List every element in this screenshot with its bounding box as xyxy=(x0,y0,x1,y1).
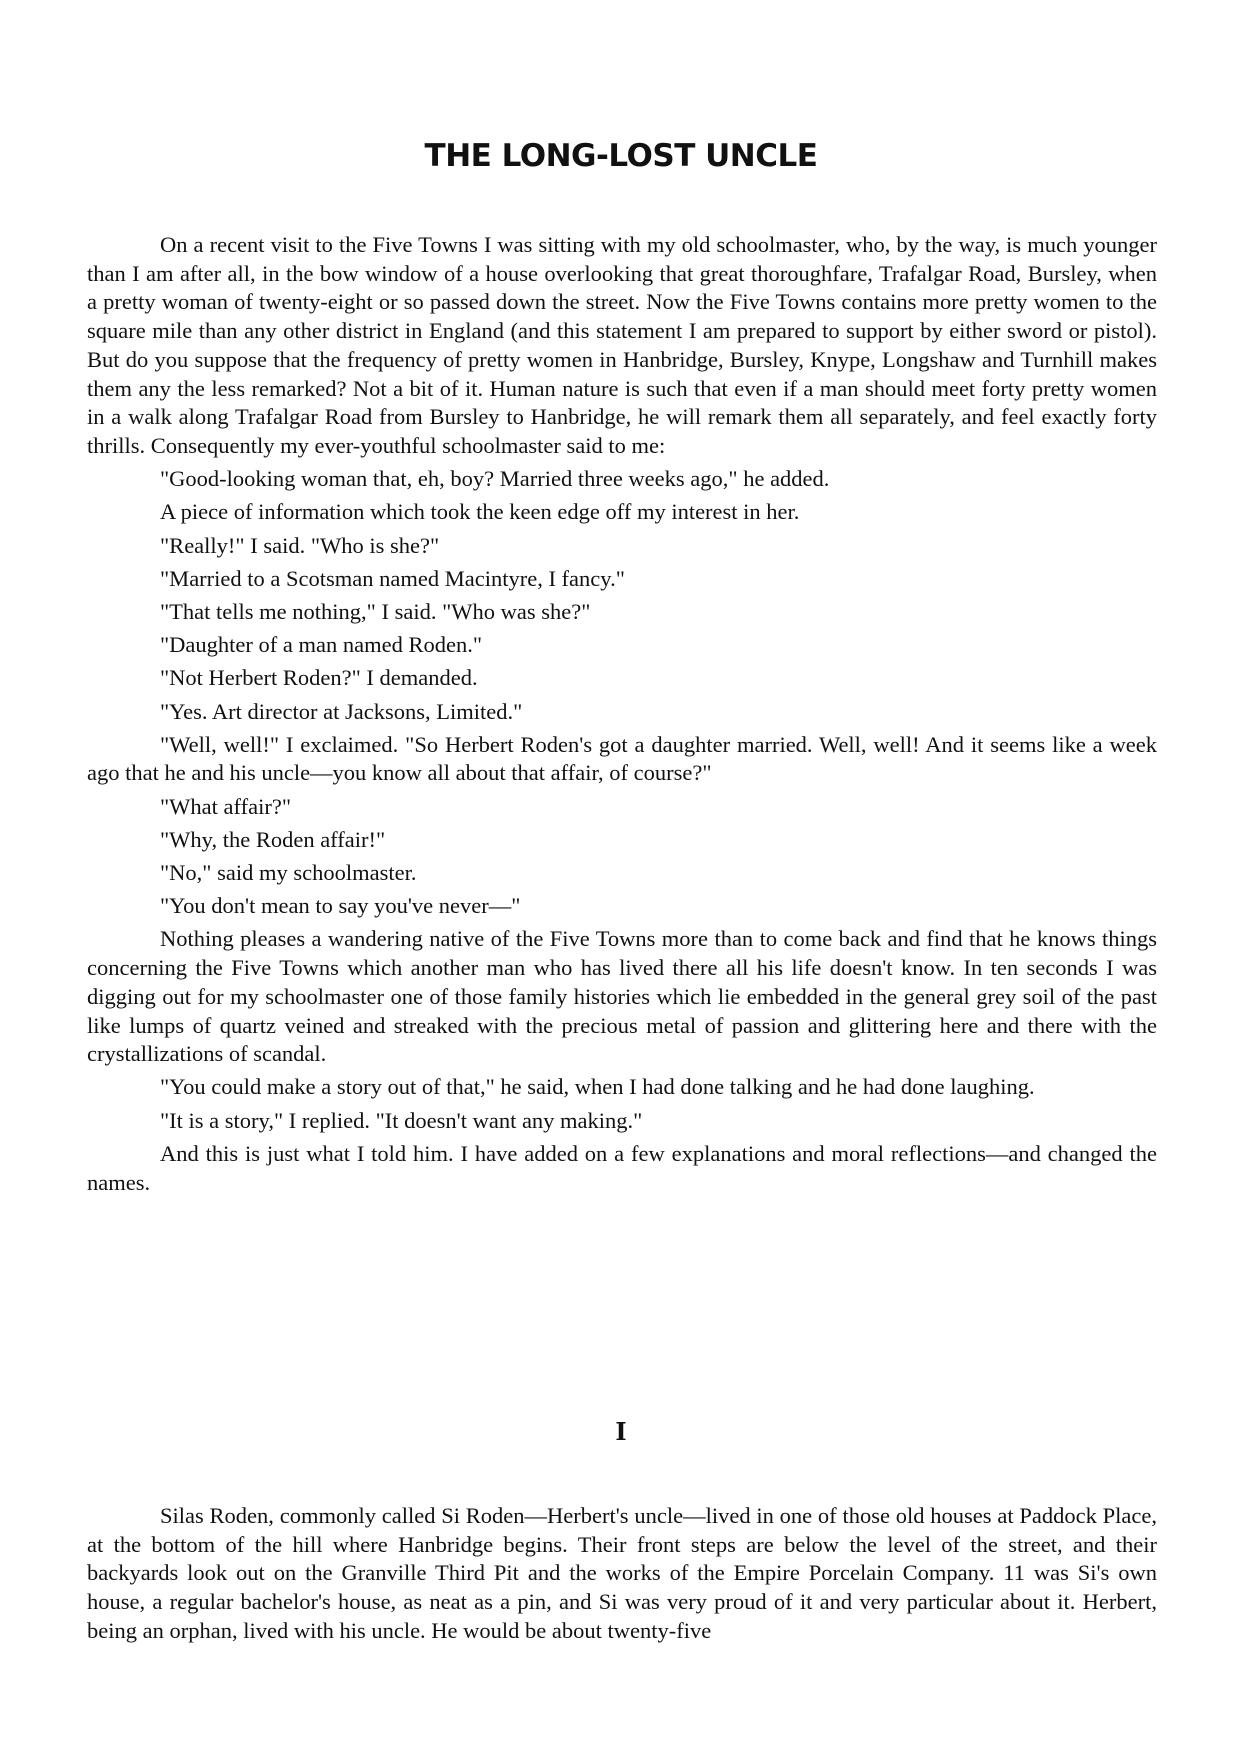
section-text xyxy=(87,1502,1157,1646)
paragraph: "Not Herbert Roden?" I demanded. xyxy=(160,665,478,691)
paragraph: "Well, well!" I exclaimed. "So Herbert Roden's got a daughter married. Well, well! And it seems like a week ago that he and his uncle—you know all about that affair, of course?" xyxy=(87,731,1157,786)
intro-text xyxy=(87,231,1157,1197)
paragraph: Nothing pleases a wandering native of the Five Towns more than to come back and find that he knows things concerning the Five Towns which another man who has lived there all his life doesn't know. In ten seconds I was digging out for my schoolmaster one of those family histories which lie embedded in the general grey soil of the past like lumps of quartz veined and streaked with the precious metal of passion and glittering here and there with the crystallizations of scandal. xyxy=(87,926,1157,1067)
paragraph: "Good-looking woman that, eh, boy? Married three weeks ago," he added. xyxy=(160,466,830,492)
paragraph: "Really!" I said. "Who is she?" xyxy=(160,532,440,558)
paragraph: A piece of information which took the keen edge off my interest in her. xyxy=(160,499,800,525)
paragraph: "What affair?" xyxy=(160,793,292,819)
paragraph: "Yes. Art director at Jacksons, Limited." xyxy=(160,698,523,724)
paragraph: "Married to a Scotsman named Macintyre, I fancy." xyxy=(160,565,625,591)
story-title: THE LONG-LOST UNCLE xyxy=(424,138,818,174)
paragraph: "You don't mean to say you've never—" xyxy=(160,893,521,919)
paragraph: And this is just what I told him. I have added on a few explanations and moral reflections—and changed the names. xyxy=(87,1140,1157,1195)
paragraph: "It is a story," I replied. "It doesn't want any making." xyxy=(160,1107,643,1133)
section-heading: I xyxy=(615,1417,627,1446)
paragraph: "You could make a story out of that," he said, when I had done talking and he had done laughing. xyxy=(160,1074,1035,1100)
paragraph: "Daughter of a man named Roden." xyxy=(160,632,483,658)
paragraph: Silas Roden, commonly called Si Roden—Herbert's uncle—lived in one of those old houses at Paddock Place, at the bottom of the hill where Hanbridge begins. Their front steps are below the level of the street, and their backyards look out on the Granville Third Pit and the works of the Empire Porcelain Company. 11 was Si's own house, a regular bachelor's house, as neat as a pin, and Si was very proud of it and very particular about it. Herbert, being an orphan, lived with his uncle. He would be about twenty-five xyxy=(87,1503,1157,1643)
paragraph: On a recent visit to the Five Towns I was sitting with my old schoolmaster, who, by the way, is much younger than I am after all, in the bow window of a house overlooking that great thoroughfare, Trafalgar Road, Bursley, when a pretty woman of twenty-eight or so passed down the street. Now the Five Towns contains more pretty women to the square mile than any other district in England (and this statement I am prepared to support by either sword or pistol). But do you suppose that the frequency of pretty women in Hanbridge, Bursley, Knype, Longshaw and Turnhill makes them any the less remarked? Not a bit of it. Human nature is such that even if a man should meet forty pretty women in a walk along Trafalgar Road from Bursley to Hanbridge, he will remark them all separately, and feel exactly forty thrills. Consequently my ever-youthful schoolmaster said to me: xyxy=(87,232,1157,458)
paragraph: "No," said my schoolmaster. xyxy=(160,860,417,886)
paragraph: "That tells me nothing," I said. "Who was she?" xyxy=(160,598,591,624)
paragraph: "Why, the Roden affair!" xyxy=(160,826,386,852)
